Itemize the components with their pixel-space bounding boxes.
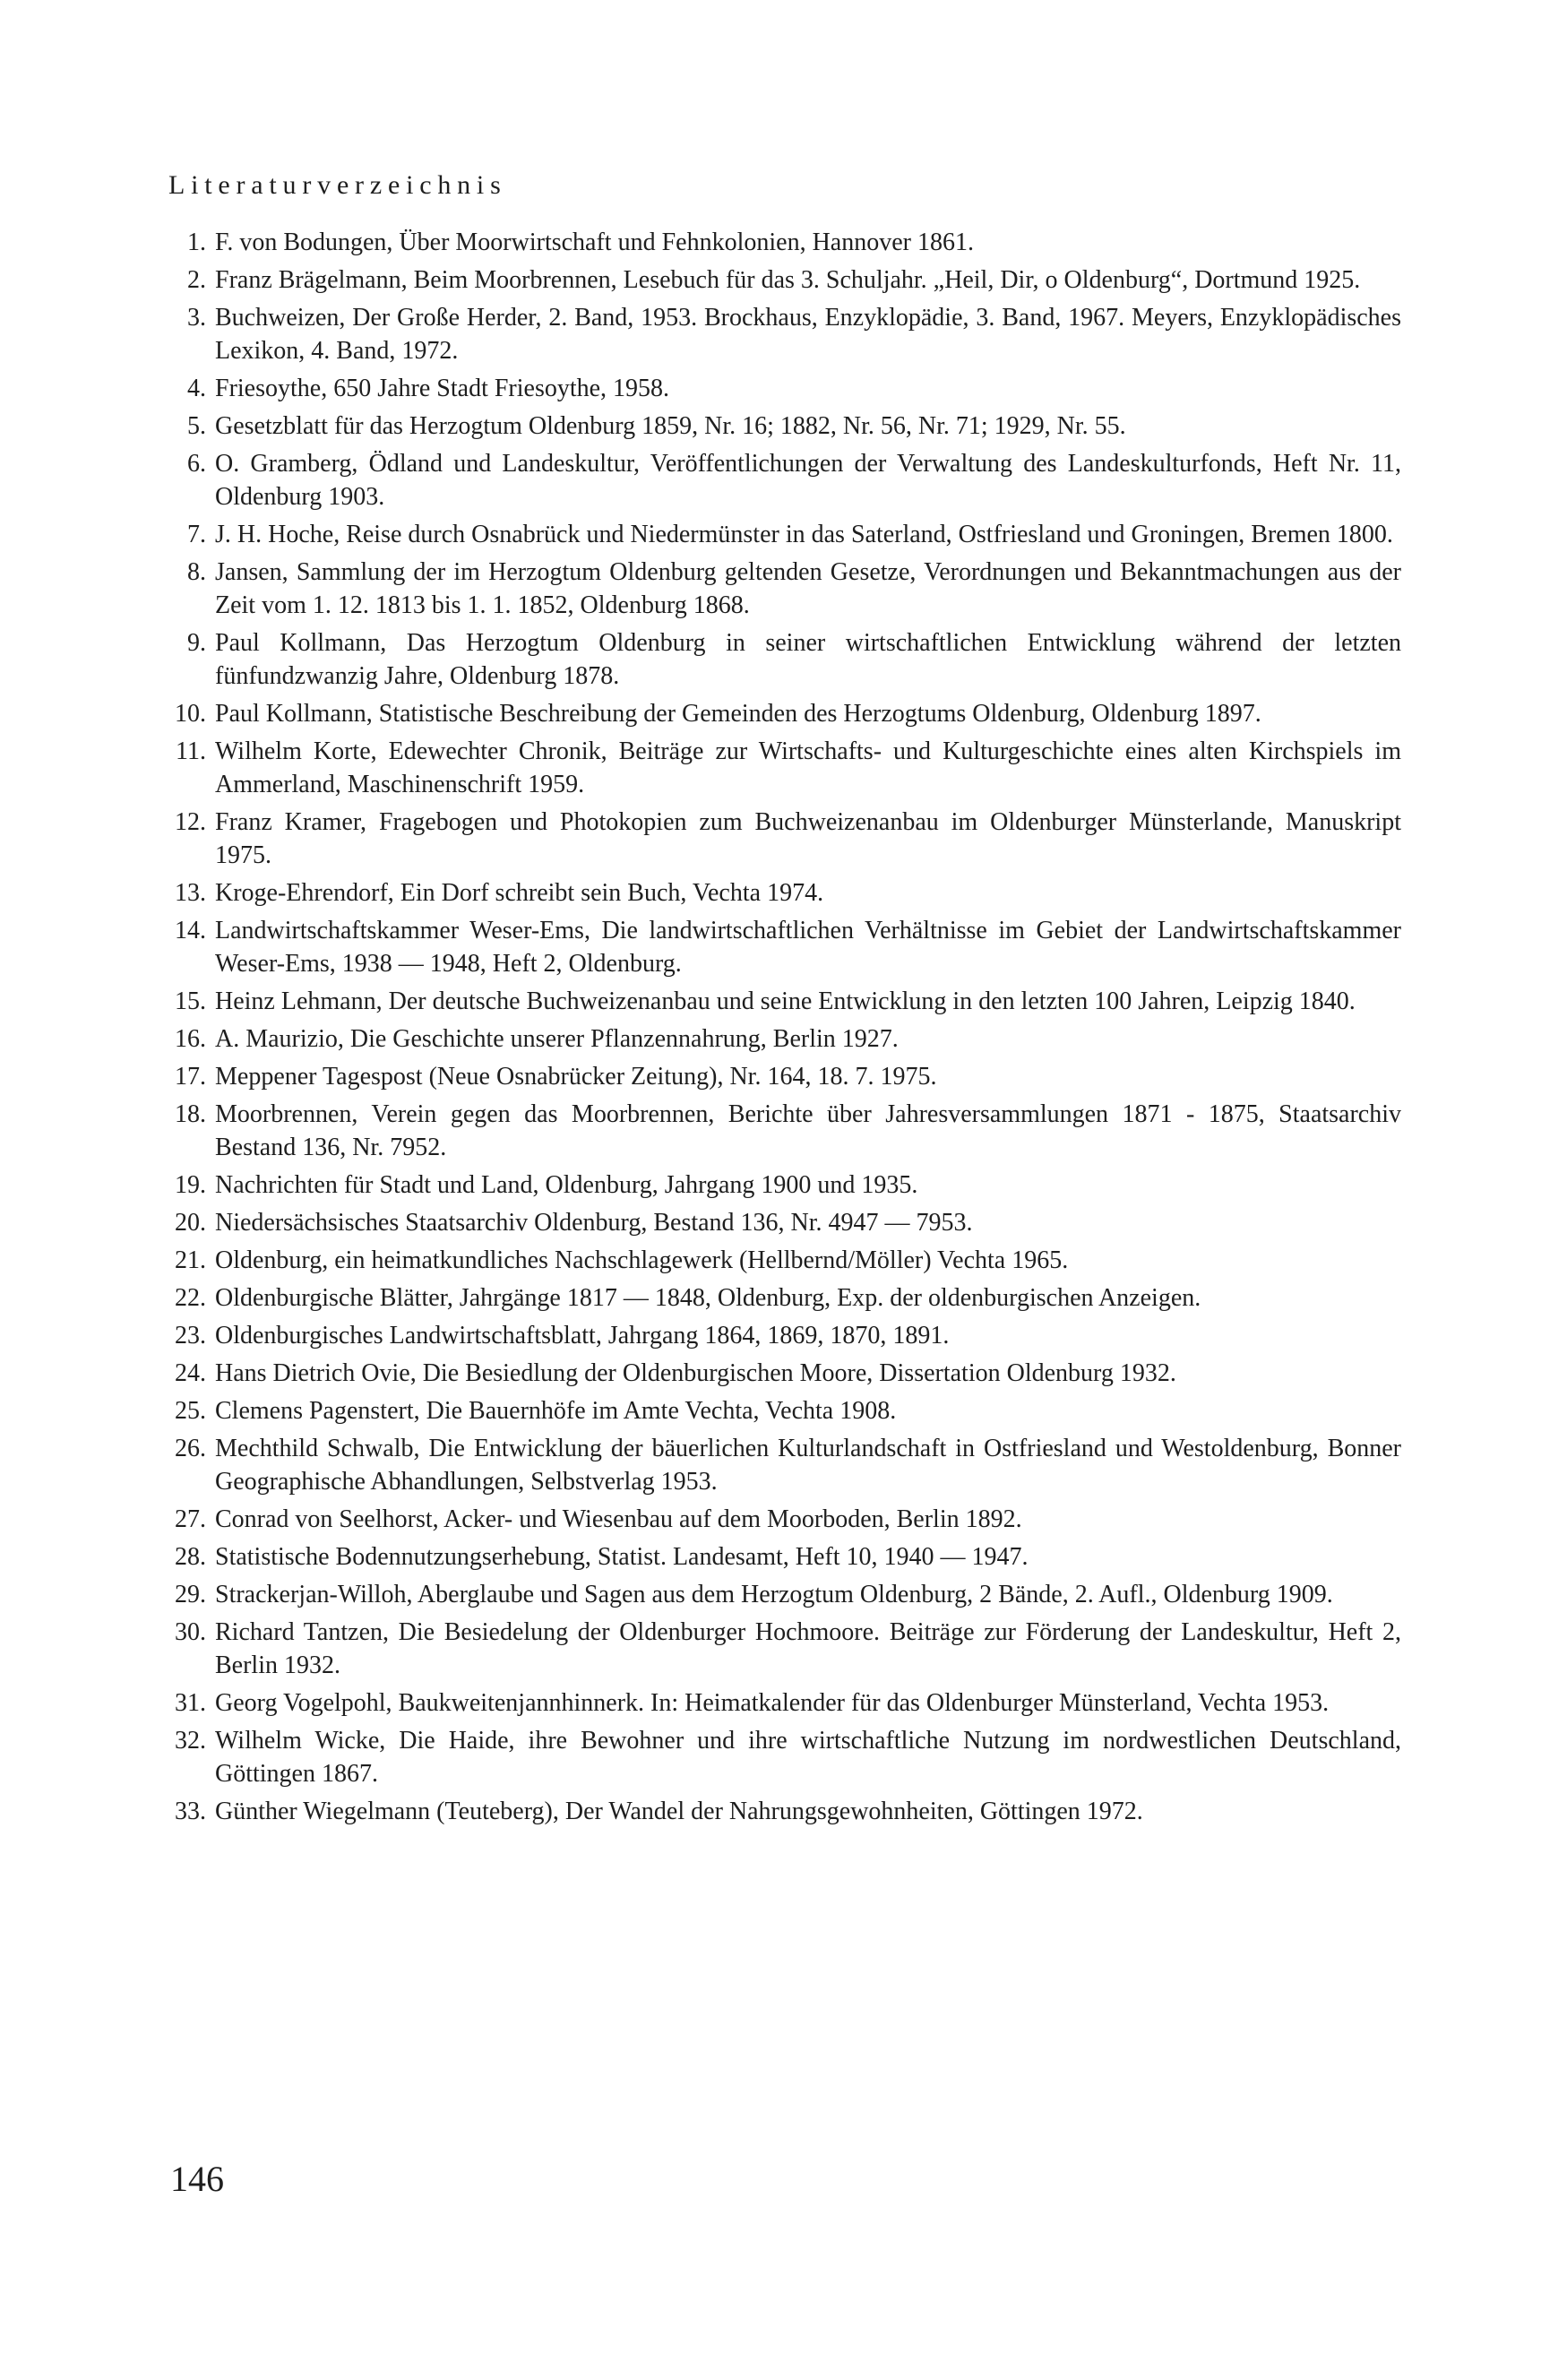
bibliography-entry [0, 1098, 1401, 1164]
entry-number: 22. [175, 1284, 206, 1312]
entry-text: Meppener Tagespost (Neue Osnabrücker Zeitung), Nr. 164, 18. 7. 1975. [215, 1063, 937, 1091]
entry-text: Wilhelm Wicke, Die Haide, ihre Bewohner und ihre wirtschaftliche Nutzung im nordwestlichen Deutschland, Göttingen 1867. [215, 1727, 1401, 1788]
entry-text: Günther Wiegelmann (Teuteberg), Der Wandel der Nahrungsgewohnheiten, Göttingen 1972. [215, 1798, 1143, 1825]
bibliography-entry [0, 518, 1401, 551]
entry-number: 7. [187, 521, 206, 548]
entry-number: 13. [175, 879, 206, 907]
bibliography-list [0, 226, 1541, 1832]
entry-number: 3. [187, 304, 206, 332]
bibliography-entry [0, 1281, 1401, 1315]
entry-number: 23. [175, 1322, 206, 1350]
bibliography-entry [0, 1394, 1401, 1427]
entry-text: O. Gramberg, Ödland und Landeskultur, Veröffentlichungen der Verwaltung des Landeskulturfonds, Heft Nr. 11, Oldenburg 1903. [215, 450, 1401, 511]
entry-number: 26. [175, 1435, 206, 1462]
entry-text: Strackerjan-Willoh, Aberglaube und Sagen aus dem Herzogtum Oldenburg, 2 Bände, 2. Aufl., Oldenburg 1909. [215, 1581, 1333, 1608]
bibliography-entry [0, 697, 1401, 730]
entry-text: Mechthild Schwalb, Die Entwicklung der bäuerlichen Kulturlandschaft in Ostfriesland und Westoldenburg, Bonner Geographische Abhandlungen, Selbstverlag 1953. [215, 1435, 1401, 1496]
entry-number: 25. [175, 1397, 206, 1425]
entry-number: 33. [175, 1798, 206, 1825]
entry-number: 4. [187, 375, 206, 402]
bibliography-entry [0, 806, 1401, 872]
bibliography-entry [0, 263, 1401, 297]
entry-text: Hans Dietrich Ovie, Die Besiedlung der Oldenburgischen Moore, Dissertation Oldenburg 1932. [215, 1359, 1176, 1387]
bibliography-entry [0, 1503, 1401, 1536]
entry-number: 9. [187, 629, 206, 657]
entry-number: 24. [175, 1359, 206, 1387]
entry-text: J. H. Hoche, Reise durch Osnabrück und Niedermünster in das Saterland, Ostfriesland und Groningen, Bremen 1800. [215, 521, 1393, 548]
entry-number: 11. [176, 737, 206, 765]
bibliography-entry [0, 626, 1401, 693]
entry-text: Paul Kollmann, Das Herzogtum Oldenburg in seiner wirtschaftlichen Entwicklung während der letzten fünfundzwanzig Jahre, Oldenburg 1878. [215, 629, 1401, 690]
entry-text: Clemens Pagenstert, Die Bauernhöfe im Amte Vechta, Vechta 1908. [215, 1397, 897, 1425]
bibliography-entry [0, 1795, 1401, 1828]
entry-number: 15. [175, 987, 206, 1015]
entry-text: Buchweizen, Der Große Herder, 2. Band, 1953. Brockhaus, Enzyklopädie, 3. Band, 1967. Meyers, Enzyklopädisches Lexikon, 4. Band, 1972. [215, 304, 1401, 365]
entry-number: 18. [175, 1100, 206, 1128]
entry-number: 2. [187, 266, 206, 294]
bibliography-entry [0, 1540, 1401, 1574]
bibliography-entry [0, 876, 1401, 910]
bibliography-entry [0, 1357, 1401, 1390]
entry-text: Paul Kollmann, Statistische Beschreibung der Gemeinden des Herzogtums Oldenburg, Oldenburg 1897. [215, 700, 1261, 728]
bibliography-entry [0, 1578, 1401, 1611]
bibliography-entry [0, 735, 1401, 801]
bibliography-entry [0, 226, 1401, 259]
entry-number: 31. [175, 1689, 206, 1717]
entry-text: Richard Tantzen, Die Besiedelung der Oldenburger Hochmoore. Beiträge zur Förderung der Landeskultur, Heft 2, Berlin 1932. [215, 1618, 1401, 1679]
entry-text: Oldenburgische Blätter, Jahrgänge 1817 — 1848, Oldenburg, Exp. der oldenburgischen Anzeigen. [215, 1284, 1201, 1312]
bibliography-entry [0, 1319, 1401, 1352]
entry-text: Wilhelm Korte, Edewechter Chronik, Beiträge zur Wirtschafts- und Kulturgeschichte eines alten Kirchspiels im Ammerland, Maschinenschrift 1959. [215, 737, 1401, 798]
entry-number: 20. [175, 1209, 206, 1237]
bibliography-entry [0, 410, 1401, 443]
entry-text: Oldenburg, ein heimatkundliches Nachschlagewerk (Hellbernd/Möller) Vechta 1965. [215, 1246, 1069, 1274]
bibliography-entry [0, 1206, 1401, 1239]
entry-number: 21. [175, 1246, 206, 1274]
entry-number: 6. [187, 450, 206, 478]
bibliography-entry [0, 1168, 1401, 1202]
bibliography-entry [0, 556, 1401, 622]
entry-text: Conrad von Seelhorst, Acker- und Wiesenbau auf dem Moorboden, Berlin 1892. [215, 1505, 1022, 1533]
entry-number: 17. [175, 1063, 206, 1091]
entry-number: 16. [175, 1025, 206, 1053]
entry-text: Franz Brägelmann, Beim Moorbrennen, Lesebuch für das 3. Schuljahr. „Heil, Dir, o Oldenburg“, Dortmund 1925. [215, 266, 1361, 294]
bibliography-entry [0, 447, 1401, 513]
entry-number: 5. [187, 412, 206, 440]
entry-number: 30. [175, 1618, 206, 1646]
entry-number: 29. [175, 1581, 206, 1608]
page-heading: Literaturverzeichnis [168, 170, 507, 200]
entry-text: Niedersächsisches Staatsarchiv Oldenburg, Bestand 136, Nr. 4947 — 7953. [215, 1209, 973, 1237]
bibliography-entry [0, 1022, 1401, 1056]
entry-text: Franz Kramer, Fragebogen und Photokopien zum Buchweizenanbau im Oldenburger Münsterlande, Manuskript 1975. [215, 808, 1401, 869]
entry-text: Moorbrennen, Verein gegen das Moorbrennen, Berichte über Jahresversammlungen 1871 - 1875, Staatsarchiv Bestand 136, Nr. 7952. [215, 1100, 1401, 1161]
bibliography-entry [0, 372, 1401, 405]
entry-text: Landwirtschaftskammer Weser-Ems, Die landwirtschaftlichen Verhältnisse im Gebiet der Landwirtschaftskammer Weser-Ems, 1938 — 1948, Heft 2, Oldenburg. [215, 917, 1401, 978]
entry-text: Friesoythe, 650 Jahre Stadt Friesoythe, 1958. [215, 375, 670, 402]
entry-text: A. Maurizio, Die Geschichte unserer Pflanzennahrung, Berlin 1927. [215, 1025, 899, 1053]
entry-number: 12. [175, 808, 206, 836]
entry-text: F. von Bodungen, Über Moorwirtschaft und Fehnkolonien, Hannover 1861. [215, 229, 974, 256]
bibliography-entry [0, 1244, 1401, 1277]
entry-number: 1. [187, 229, 206, 256]
entry-text: Statistische Bodennutzungserhebung, Statist. Landesamt, Heft 10, 1940 — 1947. [215, 1543, 1029, 1571]
entry-text: Georg Vogelpohl, Baukweitenjannhinnerk. In: Heimatkalender für das Oldenburger Münsterland, Vechta 1953. [215, 1689, 1330, 1717]
bibliography-entry [0, 301, 1401, 367]
entry-number: 28. [175, 1543, 206, 1571]
page-number: 146 [170, 2159, 224, 2199]
entry-text: Jansen, Sammlung der im Herzogtum Oldenburg geltenden Gesetze, Verordnungen und Bekanntmachungen aus der Zeit vom 1. 12. 1813 bis 1. 1. 1852, Oldenburg 1868. [215, 558, 1401, 619]
entry-number: 32. [175, 1727, 206, 1755]
entry-text: Oldenburgisches Landwirtschaftsblatt, Jahrgang 1864, 1869, 1870, 1891. [215, 1322, 950, 1350]
bibliography-entry [0, 1686, 1401, 1720]
entry-number: 14. [175, 917, 206, 944]
bibliography-entry [0, 914, 1401, 980]
bibliography-entry [0, 1060, 1401, 1093]
entry-number: 10. [175, 700, 206, 728]
bibliography-entry [0, 1432, 1401, 1498]
entry-number: 8. [187, 558, 206, 586]
bibliography-entry [0, 1616, 1401, 1682]
bibliography-entry [0, 985, 1401, 1018]
entry-text: Gesetzblatt für das Herzogtum Oldenburg 1859, Nr. 16; 1882, Nr. 56, Nr. 71; 1929, Nr. 55. [215, 412, 1126, 440]
bibliography-entry [0, 1724, 1401, 1790]
entry-number: 19. [175, 1171, 206, 1199]
entry-text: Heinz Lehmann, Der deutsche Buchweizenanbau und seine Entwicklung in den letzten 100 Jahren, Leipzig 1840. [215, 987, 1356, 1015]
entry-number: 27. [175, 1505, 206, 1533]
entry-text: Kroge-Ehrendorf, Ein Dorf schreibt sein Buch, Vechta 1974. [215, 879, 824, 907]
entry-text: Nachrichten für Stadt und Land, Oldenburg, Jahrgang 1900 und 1935. [215, 1171, 918, 1199]
